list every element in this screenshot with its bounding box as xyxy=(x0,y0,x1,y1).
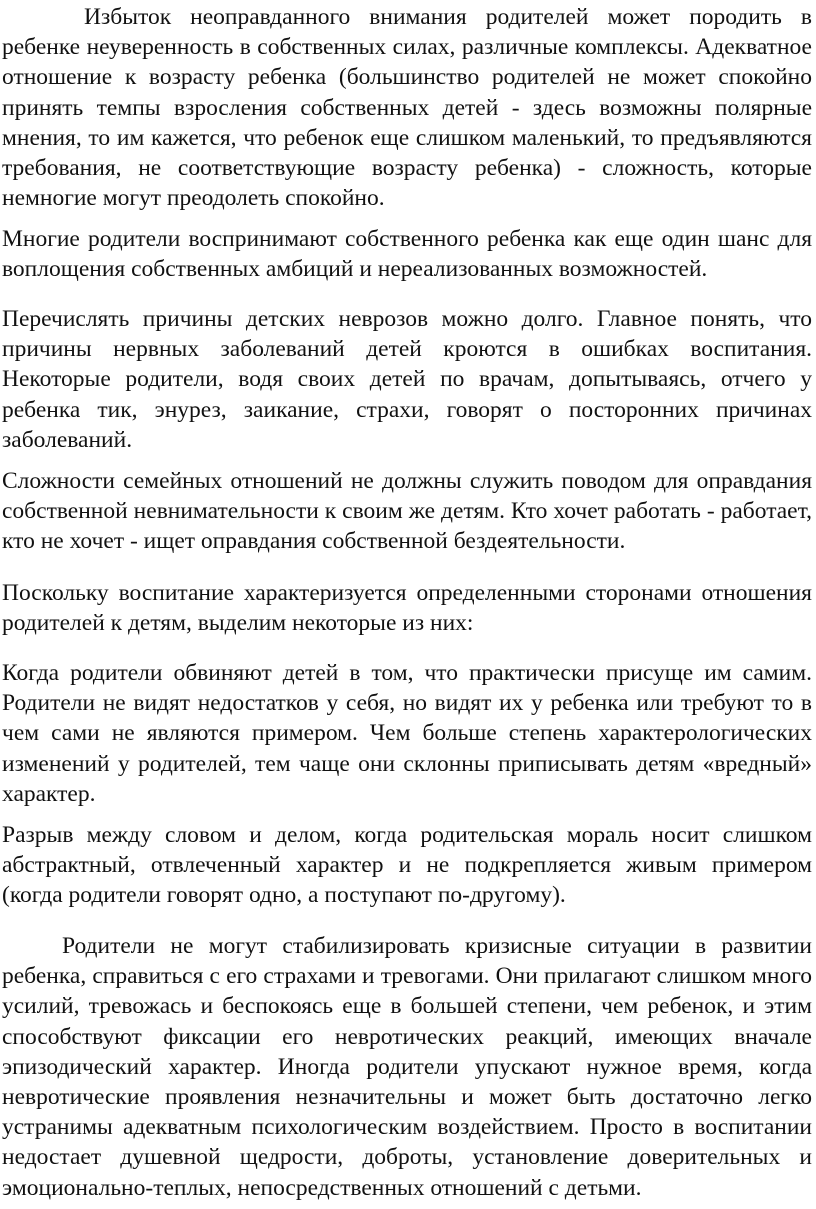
paragraph-blaming-children: Когда родители обвиняют детей в том, что практически присуще им самим. Родители не видят недостатков у себя, но видят их у ребенка или требуют то в чем сами не являются примером. Чем больше степень характерологических изменений у родителей, тем чаще они склонны приписывать детям «вредный» характер. xyxy=(2,660,812,807)
paragraph-crisis-situations: Родители не могут стабилизировать кризисные ситуации в развитии ребенка, справиться с его страхами и тревогами. Они прилагают слишком много усилий, тревожась и беспокоясь еще в большей степени, чем ребенок, и этим способствуют фиксации его невротических реакций, имеющих вначале эпизодический характер. Иногда родители упускают нужное время, когда невротические проявления незначительны и может быть достаточно легко устранимы адекватным психологическим воздействием. Просто в воспитании недостает душевной щедрости, доброты, установление доверительных и эмоционально-теплых, непосредственных отношений с детьми. xyxy=(2,933,812,1201)
paragraph-parental-ambitions: Многие родители воспринимают собственного ребенка как еще один шанс для воплощения собственных амбиций и нереализованных возможностей. xyxy=(2,226,812,283)
paragraph-neurosis-causes: Перечислять причины детских неврозов можно долго. Главное понять, что причины нервных заболеваний детей кроются в ошибках воспитания. Некоторые родители, водя своих детей по врачам, допытываясь, отчего у ребенка тик, энурез, заикание, страхи, говорят о посторонних причинах заболеваний. xyxy=(2,306,812,453)
paragraph-upbringing-aspects-intro: Поскольку воспитание характеризуется определенными сторонами отношения родителей к детям, выделим некоторые из них: xyxy=(2,580,812,637)
paragraph-excess-attention: Избыток неоправданного внимания родителей может породить в ребенке неуверенность в собственных силах, различные комплексы. Адекватное отношение к возрасту ребенка (большинство родителей не может спокойно принять темпы взросления собственных детей - здесь возможны полярные мнения, то им кажется, что ребенок еще слишком маленький, то предъявляются требования, не соответствующие возрасту ребенка) - сложность, которые немногие могут преодолеть спокойно. xyxy=(2,4,812,212)
paragraph-word-deed-gap: Разрыв между словом и делом, когда родительская мораль носит слишком абстрактный, отвлеченный характер и не подкрепляется живым примером (когда родители говорят одно, а поступают по-другому). xyxy=(2,822,812,909)
paragraph-family-difficulties: Сложности семейных отношений не должны служить поводом для оправдания собственной невнимательности к своим же детям. Кто хочет работать - работает, кто не хочет - ищет оправдания собственной бездеятельности. xyxy=(2,468,812,555)
